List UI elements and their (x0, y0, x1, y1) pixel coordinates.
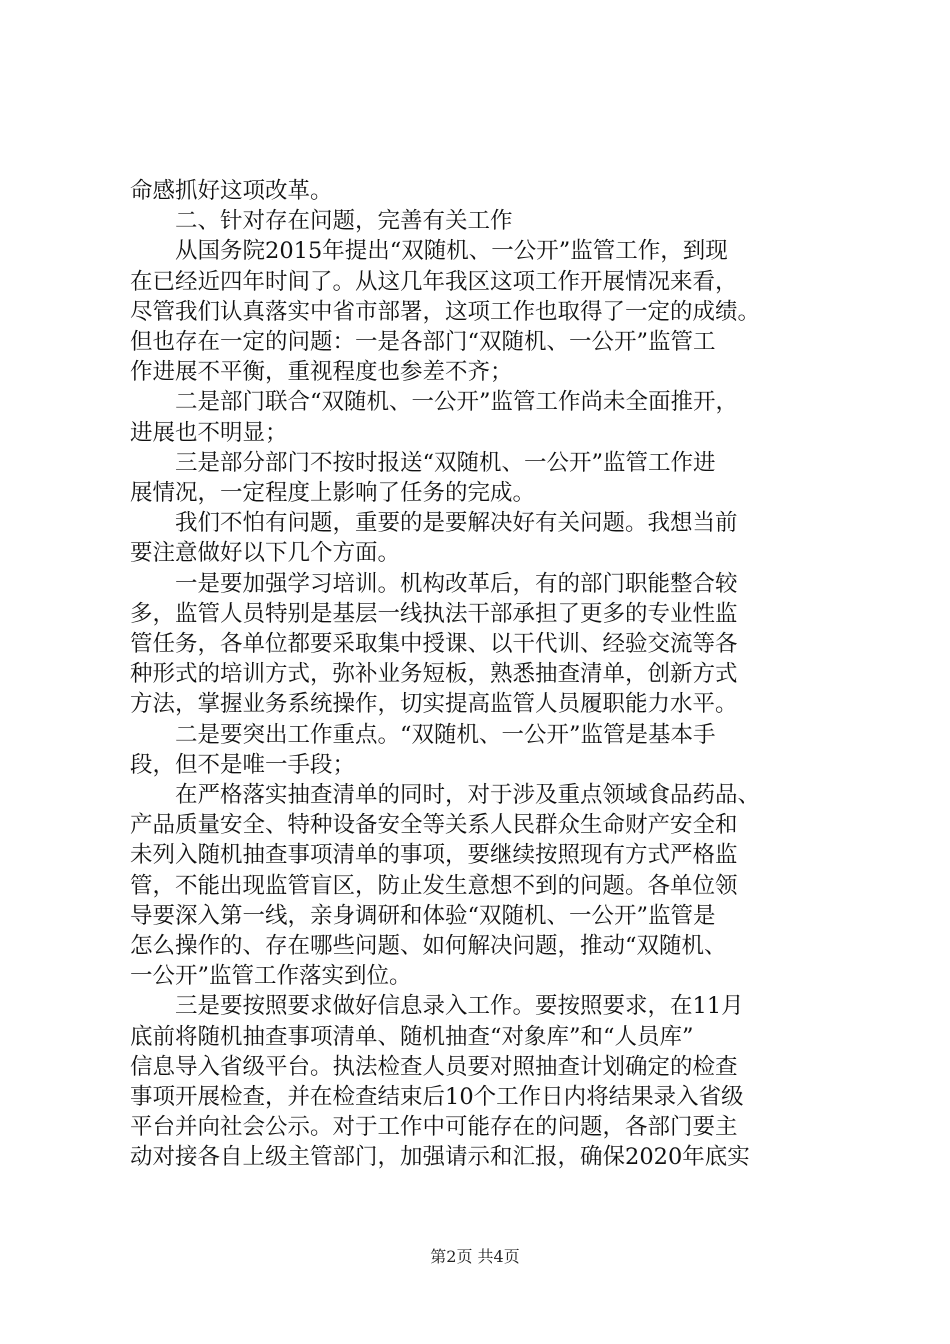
text-line: 命感抓好这项改革。 (130, 178, 333, 204)
text-line: 作进展不平衡，重视程度也参差不齐； (130, 359, 513, 386)
text-line: 管任务，各单位都要采取集中授课、以干代训、经验交流等各 (130, 631, 738, 657)
text-line: 方法，掌握业务系统操作，切实提高监管人员履职能力水平。 (130, 691, 738, 718)
text-line: 进展也不明显； (130, 419, 288, 446)
text-line: 多，监管人员特别是基层一线执法干部承担了更多的专业性监 (130, 600, 738, 627)
text-line: 产品质量安全、特种设备安全等关系人民群众生命财产安全和 (130, 812, 738, 839)
text-line: 导要深入第一线，亲身调研和体验“双随机、一公开”监管是 (130, 902, 716, 929)
text-line: 事项开展检查，并在检查结束后10个工作日内将结果录入省级 (130, 1084, 744, 1110)
text-line: 二是要突出工作重点。“双随机、一公开”监管是基本手 (130, 721, 716, 748)
text-line: 怎么操作的、存在哪些问题、如何解决问题，推动“双随机、 (130, 933, 727, 959)
text-line: 平台并向社会公示。对于工作中可能存在的问题，各部门要主 (130, 1114, 738, 1141)
text-line: 一是要加强学习培训。机构改革后，有的部门职能整合较 (130, 570, 738, 597)
text-line: 一公开”监管工作落实到位。 (130, 963, 412, 990)
text-line: 种形式的培训方式，弥补业务短板，熟悉抽查清单，创新方式 (130, 661, 738, 688)
text-line: 我们不怕有问题，重要的是要解决好有关问题。我想当前 (130, 510, 738, 537)
text-line: 但也存在一定的问题：一是各部门“双随机、一公开”监管工 (130, 329, 716, 355)
text-line: 底前将随机抽查事项清单、随机抽查“对象库”和“人员库” (130, 1023, 694, 1050)
page-footer: 第2页 共4页 (430, 1247, 520, 1266)
text-line: 二是部门联合“双随机、一公开”监管工作尚未全面推开， (130, 389, 739, 416)
text-line: 动对接各自上级主管部门，加强请示和汇报，确保2020年底实 (130, 1144, 750, 1171)
text-line: 要注意做好以下几个方面。 (130, 540, 401, 567)
text-line: 段，但不是唯一手段； (130, 751, 356, 778)
text-line: 在已经近四年时间了。从这几年我区这项工作开展情况来看， (130, 268, 738, 295)
text-line: 尽管我们认真落实中省市部署，这项工作也取得了一定的成绩。 (130, 298, 761, 325)
text-line: 在严格落实抽查清单的同时，对于涉及重点领域食品药品、 (130, 782, 761, 808)
text-line: 管，不能出现监管盲区，防止发生意想不到的问题。各单位领 (130, 872, 738, 899)
text-line: 未列入随机抽查事项清单的事项，要继续按照现有方式严格监 (130, 842, 738, 869)
text-line: 展情况，一定程度上影响了任务的完成。 (130, 480, 536, 506)
text-line: 从国务院2015年提出“双随机、一公开”监管工作，到现 (130, 238, 728, 265)
text-line: 三是要按照要求做好信息录入工作。要按照要求，在11月 (130, 993, 744, 1020)
text-line: 三是部分部门不按时报送“双随机、一公开”监管工作进 (130, 449, 716, 476)
text-line: 二、针对存在问题，完善有关工作 (130, 208, 513, 235)
text-line: 信息导入省级平台。执法检查人员要对照抽查计划确定的检查 (130, 1053, 738, 1080)
